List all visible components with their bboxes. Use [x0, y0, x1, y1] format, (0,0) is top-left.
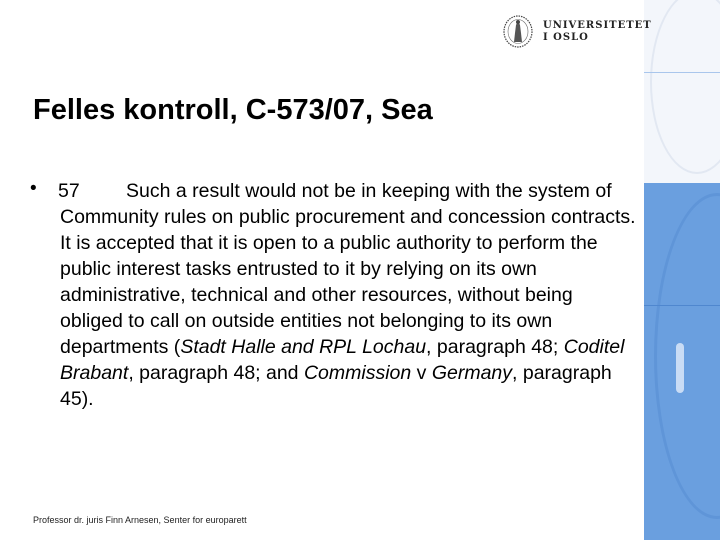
decorative-strip-top — [644, 0, 720, 183]
university-name — [543, 20, 652, 44]
decorative-strip-blue — [644, 183, 720, 540]
university-seal-logo — [503, 15, 533, 48]
paragraph-number: 57 — [58, 180, 80, 202]
text-segment: , paragraph 48; — [426, 336, 564, 358]
case-name: Coditel Brabant — [60, 336, 625, 384]
text-segment: Such a result would not be in keeping with the system of Community rules on public procurement and concession contracts. It is accepted that it is open to a public authority to perform the public interest tasks entrusted to it by relying on its own administrative, technical and other resources, without being obliged to call on outside entities not belonging to its own departments ( — [60, 180, 636, 358]
text-segment: v — [411, 362, 432, 384]
university-name-line2: I OSLO — [543, 32, 589, 43]
case-name: Germany — [431, 362, 513, 384]
slide-title: Felles kontroll, C-573/07, Sea — [33, 94, 433, 126]
text-segment: , paragraph 48; and — [128, 362, 304, 384]
case-name: Commission — [303, 362, 412, 384]
text-segment: , paragraph 45). — [60, 362, 612, 410]
university-name-line1: UNIVERSITETET — [543, 20, 652, 31]
bullet-icon: • — [30, 178, 37, 199]
slide-footer: Professor dr. juris Finn Arnesen, Senter for europarett — [33, 515, 247, 525]
bullet-text — [60, 178, 640, 412]
case-name: Stadt Halle and RPL Lochau — [180, 336, 427, 358]
